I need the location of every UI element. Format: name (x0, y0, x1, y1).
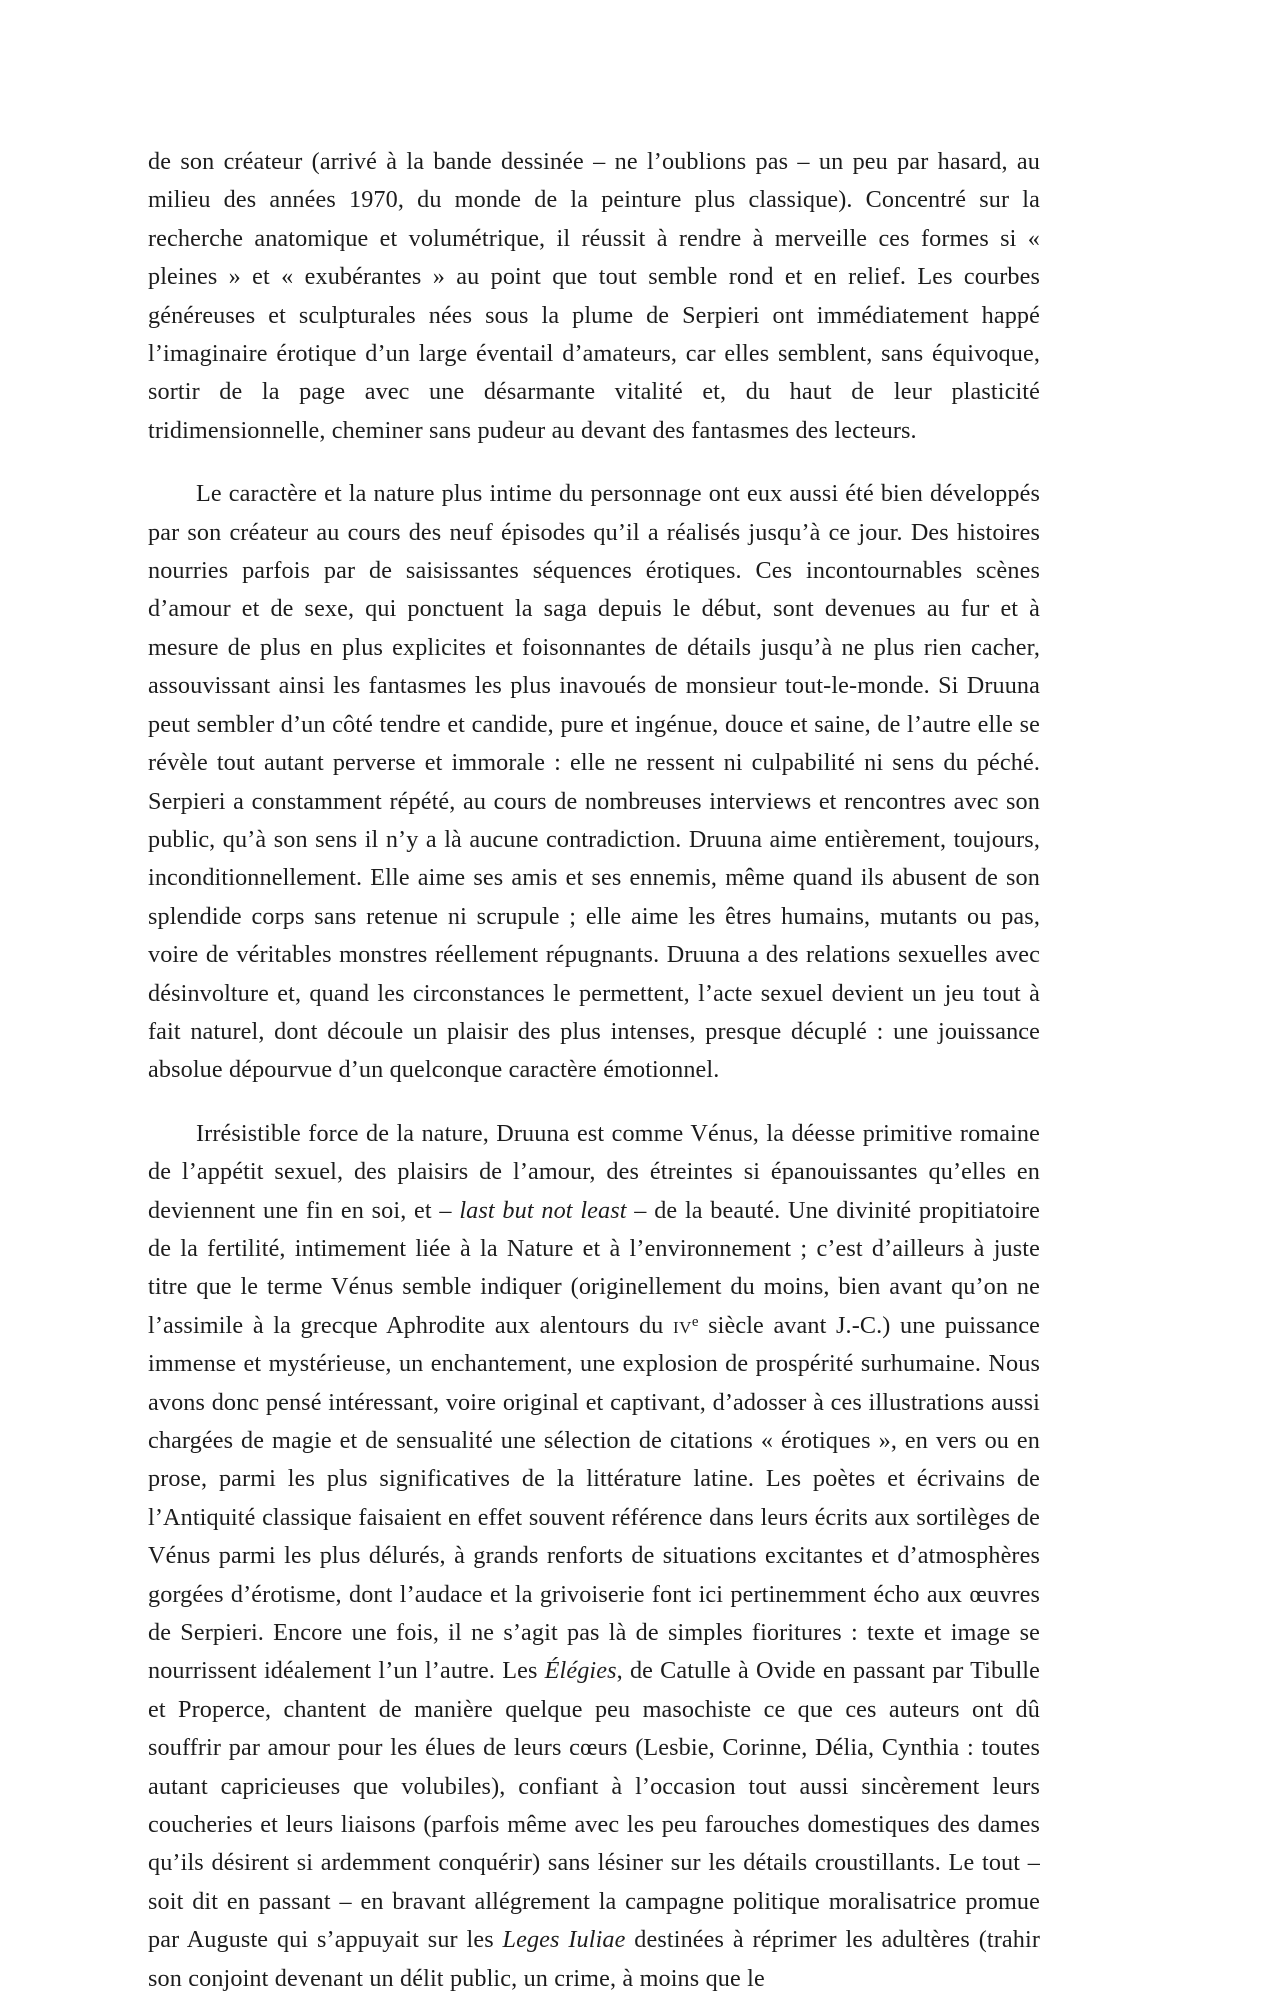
paragraph-3 (148, 1115, 1040, 1998)
italic-run: Leges Iuliae (502, 1926, 626, 1954)
small-caps-roman-numeral: iv (672, 1311, 692, 1339)
paragraph-2 (148, 475, 1040, 1090)
text-run: Le caractère et la nature plus intime du personnage ont eux aussi été bien développés par son créateur au cours des neuf épisodes qu’il a réalisés jusqu’à ce jour. Des histoires nourries parfois par de saisissantes séquences érotiques. Ces incontournables scènes d’amour et de sexe, qui ponctuent la saga depuis le début, sont devenues au fur et à mesure de plus en plus explicites et foisonnantes de détails jusqu’à ne plus rien cacher, assouvissant ainsi les fantasmes les plus inavoués de monsieur tout-le-monde. Si Druuna peut sembler d’un côté tendre et candide, pure et ingénue, douce et saine, de l’autre elle se révèle tout autant perverse et immorale : elle ne ressent ni culpabilité ni sens du péché. Serpieri a constamment répété, au cours de nombreuses interviews et rencontres avec son public, qu’à son sens il n’y a là aucune contradiction. Druuna aime entièrement, toujours, inconditionnellement. Elle aime ses amis et ses ennemis, même quand ils abusent de son splendide corps sans retenue ni scrupule ; elle aime les êtres humains, mutants ou pas, voire de véritables monstres réellement répugnants. Druuna a des relations sexuelles avec désinvolture et, quand les circonstances le permettent, l’acte sexuel devient un jeu tout à fait naturel, dont découle un plaisir des plus intenses, presque décuplé : une jouissance absolue dépourvue d’un quelconque caractère émotionnel. (148, 480, 1040, 1084)
text-run: destinées à réprimer les adultères (trahir son conjoint devenant un délit public, un crime, à moins que le (148, 1926, 1041, 1992)
italic-run: last but not least (459, 1196, 627, 1224)
text-run: de son créateur (arrivé à la bande dessinée – ne l’oublions pas – un peu par hasard, au milieu des années 1970, du monde de la peinture plus classique). Concentré sur la recherche anatomique et volumétrique, il réussit à rendre à merveille ces formes si « pleines » et « exubérantes » au point que tout semble rond et en relief. Les courbes généreuses et sculpturales nées sous la plume de Serpieri ont immédiatement happé l’imaginaire érotique d’un large éventail d’amateurs, car elles semblent, sans équivoque, sortir de la page avec une désarmante vitalité et, du haut de leur plasticité tridimensionnelle, cheminer sans pudeur au devant des fantasmes des lecteurs. (148, 148, 1040, 444)
italic-run: Élégies (544, 1657, 617, 1685)
ordinal-superscript: e (691, 1313, 699, 1330)
text-run: , de Catulle à Ovide en passant par Tibulle et Properce, chantent de manière quelque peu masochiste ce que ces auteurs ont dû souffrir par amour pour les élues de leurs cœurs (Lesbie, Corinne, Délia, Cynthia : toutes autant capricieuses que volubiles), confiant à l’occasion tout aussi sincèrement leurs coucheries et leurs liaisons (parfois même avec les peu farouches domestiques des dames qu’ils désirent si ardemment conquérir) sans lésiner sur les détails croustillants. Le tout – soit dit en passant – en bravant allégrement la campagne politique moralisatrice promue par Auguste qui s’appuyait sur les (148, 1657, 1040, 1954)
text-run: siècle avant J.-C.) une puissance immense et mystérieuse, un enchantement, une explosion de prospérité surhumaine. Nous avons donc pensé intéressant, voire original et captivant, d’adosser à ces illustrations aussi chargées de magie et de sensualité une sélection de citations « érotiques », en vers ou en prose, parmi les plus significatives de la littérature latine. Les poètes et écrivains de l’Antiquité classique faisaient en effet souvent référence dans leurs écrits aux sortilèges de Vénus parmi les plus délurés, à grands renforts de situations excitantes et d’atmosphères gorgées d’érotisme, dont l’audace et la grivoiserie font ici pertinemment écho aux œuvres de Serpieri. Encore une fois, il ne s’agit pas là de simples fioritures : texte et image se nourrissent idéalement l’un l’autre. Les (148, 1311, 1040, 1685)
text-run: – de la beauté. Une divinité propitiatoire de la fertilité, intimement liée à la Nature et à l’environnement ; c’est d’ailleurs à juste titre que le terme Vénus semble indiquer (originellement du moins, bien avant qu’on ne l’assimile à la grecque Aphrodite aux alentours du (148, 1196, 1041, 1339)
text-run: Irrésistible force de la nature, Druuna est comme Vénus, la déesse primitive romaine de l’appétit sexuel, des plaisirs de l’amour, des étreintes si épanouissantes qu’elles en deviennent une fin en soi, et – (148, 1119, 1040, 1224)
paragraph-1 (148, 143, 1040, 450)
body-text-column (148, 143, 1040, 1998)
